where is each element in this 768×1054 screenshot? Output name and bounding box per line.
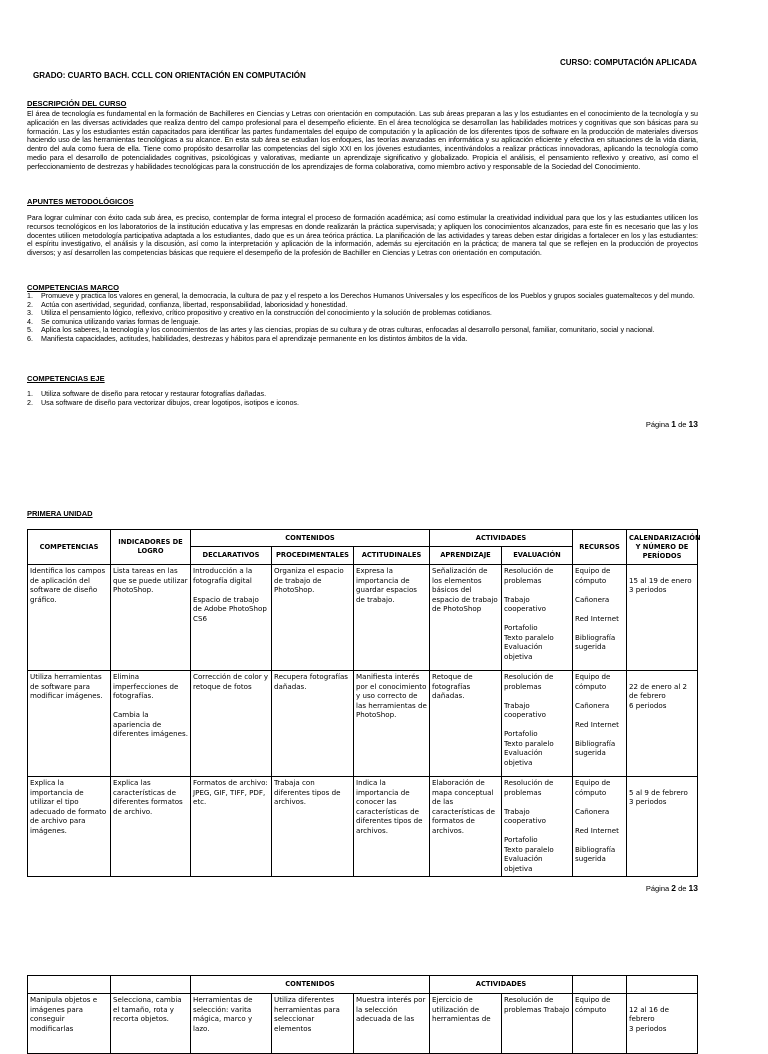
list-item: 2. Usa software de diseño para vectorizar dibujos, crear logotipos, isotipos e iconos. [27,398,299,407]
list-item: 6. Manifiesta capacidades, actitudes, habilidades, destrezas y hábitos para el aprendizaje permanente en los distintos ámbitos de la vida. [27,334,468,343]
header-indicadores: INDICADORES DE LOGRO [111,530,191,565]
calendario-cell: 12 al 16 de febrero 3 periodos [627,994,698,1054]
competencia-cell: Identifica los campos de aplicación del software de diseño gráfico. [28,565,111,671]
apuntes-text: Para lograr culminar con éxito cada sub área, es preciso, contemplar de forma integral el proceso de formación académica; así como estimular la creatividad individual para que los y las estudiantes utilicen los recursos tecnológicos en los laboratorios de la institución educativa y las empresas en donde realizarán la práctica supervisada; y apliquen los conocimientos alcanzados, para este fin es necesario que las y los docentes utilicen metodología participativa adaptada a los estudiantes, dado que es un área teórica práctica. La planificación de las actividades y tareas deben estar dirigidas a fortalecer en los y las estudiantes: el espíritu investigativo, el análisis y la discusión, así como la interpretación y aplicación de la información, además su ejercitación en la práctica; de manera tal que se reflejen en la producción de proyectos diversos; y así desarrollen las competencias básicas que requiere el desempeño de la profesión de Bachiller en Ciencias y Letras con orientación en computación. [27,214,698,258]
unit-table-continued [27,975,698,1054]
unit-title: PRIMERA UNIDAD [27,509,93,518]
indicador-cell: Selecciona, cambia el tamaño, rota y recorta objetos. [111,994,191,1054]
declarativo-cell: Formatos de archivo: JPEG, GIF, TIFF, PDF, etc. [191,777,272,877]
aprendizaje-cell: Retoque de fotografías dañadas. [430,671,502,777]
declarativo-cell: Introducción a la fotografía digital Espacio de trabajo de Adobe PhotoShop CS6 [191,565,272,671]
aprendizaje-cell: Ejercicio de utilización de herramientas de [430,994,502,1054]
actitudinal-cell: Manifiesta interés por el conocimiento y uso correcto de las herramientas de PhotoShop. [354,671,430,777]
list-item: 3. Utiliza el pensamiento lógico, reflexivo, crítico propositivo y creativo en la construcción del conocimiento y la solución de problemas cotidianos. [27,309,492,318]
list-item: 2. Actúa con asertividad, seguridad, confianza, libertad, responsabilidad, laboriosidad y honestidad. [27,300,348,309]
competencia-cell: Explica la importancia de utilizar el tipo adecuado de formato de archivo para imágenes. [28,777,111,877]
page-number-1: Página 1 de 13 [645,419,698,429]
header-recursos: RECURSOS [573,530,627,565]
page-1 [0,0,768,440]
eje-list [27,390,698,407]
procedimental-cell: Recupera fotografías dañadas. [272,671,354,777]
header-contenidos: CONTENIDOS [191,976,430,994]
recursos-cell: Equipo de cómputo Cañonera Red Internet Bibliografía sugerida [573,565,627,671]
descripcion-title: DESCRIPCIÓN DEL CURSO [27,99,127,108]
list-item: 1. Utiliza software de diseño para retocar y restaurar fotografías dañadas. [27,390,267,398]
unit-table [27,529,701,877]
list-item: 5. Aplica los saberes, la tecnología y los conocimientos de las artes y las ciencias, propias de su cultura y de otras culturas, enfocadas al desarrollo personal, familiar, comunitario, social y nacional. [27,326,655,335]
calendario-cell: 5 al 9 de febrero 3 periodos [627,777,698,877]
evaluacion-cell: Resolución de problemas Trabajo cooperativo Portafolio Texto paralelo Evaluación objetiva [502,777,573,877]
descripcion-text: El área de tecnología es fundamental en la formación de Bachilleres en Ciencias y Letras con orientación en computación. Las sub áreas preparan a las y los estudiantes en el conocimiento de la tecnología y su aplicación en las diversas actividades que realiza dentro del campo profesional para el desempeño eficiente. En el área tecnológica se desarrollan las habilidades motrices y cognitivas que son básicas para su formación. Las y los estudiantes están capacitados para identificar las partes fundamentales del equipo de computación y la aplicación de los diferentes tipos de software en la producción de materiales diversos haciendo uso de las herramientas tecnológicas a su alcance. En esta sub área se estudian los enfoques, las teorías avanzadas en informática y su aplicación eficiente y efectiva en situaciones de la vida diaria, dentro del aula como fuera de ella. Tiene como propósito desarrollar las competencias del siglo XXI en los jóvenes estudiantes, incentivándolos a realizar prácticas innovadoras, aplicando la tecnología como medio para el desarrollo de potencialidades cognitivas, psicológicas y valorativas, mediante un aprendizaje significativo y globalizado. Propicia el análisis, el pensamiento reflexivo y creativo, así como el perfeccionamiento de destrezas y habilidades tecnológicas para la construcción de los aprendizajes de forma colaborativa, como miembro activo y responsable de la Sociedad del Conocimiento. [27,110,698,171]
declarativo-cell: Herramientas de selección: varita mágica, marco y lazo. [191,994,272,1054]
page-number-2: Página 2 de 13 [645,883,698,893]
table-row [28,671,698,777]
eje-title: COMPETENCIAS EJE [27,374,105,383]
actitudinal-cell: Muestra interés por la selección adecuada de las [354,994,430,1054]
header-contenidos: CONTENIDOS [191,530,430,547]
page-3 [0,968,768,1033]
recursos-cell: Equipo de cómputo Cañonera Red Internet Bibliografía sugerida [573,671,627,777]
recursos-cell: Equipo de cómputo Cañonera Red Internet Bibliografía sugerida [573,777,627,877]
marco-list [27,292,698,344]
header-actitudinales: ACTITUDINALES [354,547,430,565]
declarativo-cell: Corrección de color y retoque de fotos [191,671,272,777]
table-row [28,777,698,877]
evaluacion-cell: Resolución de problemas Trabajo cooperativo Portafolio Texto paralelo Evaluación objetiva [502,565,573,671]
course-name: CURSO: COMPUTACIÓN APLICADA [560,58,697,67]
procedimental-cell: Utiliza diferentes herramientas para seleccionar elementos [272,994,354,1054]
aprendizaje-cell: Elaboración de mapa conceptual de las características de formatos de archivos. [430,777,502,877]
indicador-cell: Explica las características de diferentes formatos de archivo. [111,777,191,877]
indicador-cell: Elimina imperfecciones de fotografías. Cambia la apariencia de diferentes imágenes. [111,671,191,777]
actitudinal-cell: Indica la importancia de conocer las características de diferentes tipos de archivos. [354,777,430,877]
table-row [28,994,698,1054]
list-item: 4. Se comunica utilizando varias formas de lenguaje. [27,317,201,326]
evaluacion-cell: Resolución de problemas Trabajo [502,994,573,1054]
calendario-cell: 22 de enero al 2 de febrero 6 periodos [627,671,698,777]
procedimental-cell: Trabaja con diferentes tipos de archivos. [272,777,354,877]
calendario-cell: 15 al 19 de enero 3 periodos [627,565,698,671]
recursos-cell: Equipo de cómputo [573,994,627,1054]
header-calendarizacion: CALENDARIZACIÓN Y NÚMERO DE PERÍODOS [627,530,698,565]
indicador-cell: Lista tareas en las que se puede utilizar PhotoShop. [111,565,191,671]
apuntes-title: APUNTES METODOLÓGICOS [27,197,134,206]
competencia-cell: Utiliza herramientas de software para modificar imágenes. [28,671,111,777]
competencia-cell: Manipula objetos e imágenes para conseguir modificarlas [28,994,111,1054]
descripcion-section [27,99,698,172]
header-actividades: ACTIVIDADES [430,976,573,994]
apuntes-section [27,197,698,258]
marco-section [27,283,698,344]
eje-section [27,374,698,407]
header-aprendizaje: APRENDIZAJE [430,547,502,565]
header-competencias: COMPETENCIAS [28,530,111,565]
header-declarativos: DECLARATIVOS [191,547,272,565]
actitudinal-cell: Expresa la importancia de guardar espacios de trabajo. [354,565,430,671]
header-evaluacion: EVALUACIÓN [502,547,573,565]
table-row [28,565,698,671]
evaluacion-cell: Resolución de problemas Trabajo cooperativo Portafolio Texto paralelo Evaluación objetiva [502,671,573,777]
marco-title: COMPETENCIAS MARCO [27,283,119,292]
procedimental-cell: Organiza el espacio de trabajo de PhotoShop. [272,565,354,671]
list-item: 1. Promueve y practica los valores en general, la democracia, la cultura de paz y el respeto a los Derechos Humanos Universales y los específicos de los Pueblos y grupos sociales guatemaltecos y del mundo. [27,292,695,300]
aprendizaje-cell: Señalización de los elementos básicos del espacio de trabajo de PhotoShop [430,565,502,671]
grade-title: GRADO: CUARTO BACH. CCLL CON ORIENTACIÓN EN COMPUTACIÓN [33,71,306,80]
header-actividades: ACTIVIDADES [430,530,573,547]
header-procedimentales: PROCEDIMENTALES [272,547,354,565]
